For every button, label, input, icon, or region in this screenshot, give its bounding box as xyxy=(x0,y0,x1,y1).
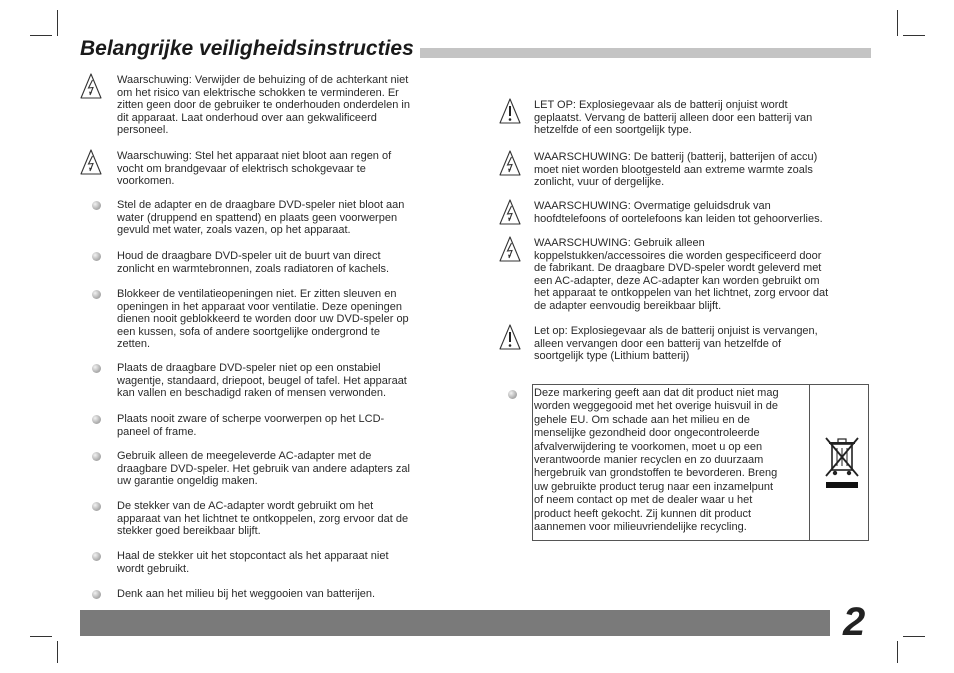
instruction-text xyxy=(117,500,408,538)
instruction-line: WAARSCHUWING: Overmatige geluidsdruk van xyxy=(534,200,771,212)
weee-line: gehele EU. Om schade aan het milieu en de xyxy=(534,413,750,426)
instruction-line: Houd de draagbare DVD-speler uit de buurt van direct xyxy=(117,250,381,262)
weee-line: worden weggegooid met het overige huisvuil in de xyxy=(534,400,778,413)
instruction-line: geplaatst. Vervang de batterij alleen door een batterij van xyxy=(534,111,813,124)
bullet-icon xyxy=(92,201,101,210)
crop-mark xyxy=(897,641,898,663)
instruction-line: stekker goed bereikbaar blijft. xyxy=(117,525,261,538)
instruction-line: Stel de adapter en de draagbare DVD-speler niet bloot aan xyxy=(117,199,405,211)
page-number: 2 xyxy=(843,600,866,644)
weee-divider xyxy=(809,384,810,541)
crop-mark xyxy=(903,636,925,637)
instruction-line: draagbare DVD-speler. Het gebruik van andere adapters zal xyxy=(117,462,410,475)
footer-bar xyxy=(80,610,830,636)
instruction-line: paneel of frame. xyxy=(117,425,197,438)
instruction-line: Gebruik alleen de meegeleverde AC-adapter met de xyxy=(117,450,372,462)
instruction-text xyxy=(117,450,410,488)
caution-exclamation-icon xyxy=(499,98,521,129)
instruction-line: gevuld met water, zoals vazen, op het apparaat. xyxy=(117,224,351,237)
bullet-icon xyxy=(92,415,101,424)
instruction-line: kan vallen en beschadigd raken of mensen verwonden. xyxy=(117,387,387,400)
instruction-line: koppelstukken/accessoires die worden gespecificeerd door xyxy=(534,249,822,262)
page-title: Belangrijke veiligheidsinstructies xyxy=(80,37,420,61)
instruction-line: zonlicht, vuur of dergelijke. xyxy=(534,176,665,189)
crop-mark xyxy=(30,636,52,637)
instruction-line: om het risico van elektrische schokken te verminderen. Er xyxy=(117,86,399,99)
instruction-line: WAARSCHUWING: De batterij (batterij, batterijen of accu) xyxy=(534,151,818,163)
instruction-text xyxy=(534,200,823,225)
instruction-line: voorkomen. xyxy=(117,175,175,188)
instruction-line: De stekker van de AC-adapter wordt gebruikt om het xyxy=(117,500,374,512)
bullet-icon xyxy=(92,364,101,373)
electric-shock-warning-icon xyxy=(80,73,102,104)
crop-mark xyxy=(30,35,52,36)
electric-shock-warning-icon xyxy=(499,199,521,230)
bullet-icon xyxy=(92,502,101,511)
crop-mark xyxy=(903,35,925,36)
instruction-line: water (druppend en spattend) en plaats geen voorwerpen xyxy=(117,211,398,224)
instruction-text xyxy=(534,99,812,137)
instruction-line: zonlicht en warmtebronnen, zoals radiatoren of kachels. xyxy=(117,262,390,275)
instruction-line: dit apparaat. Laat onderhoud over aan gekwalificeerd xyxy=(117,111,377,124)
instruction-text xyxy=(117,588,375,601)
bullet-icon xyxy=(92,252,101,261)
bullet-icon xyxy=(92,452,101,461)
instruction-line: personeel. xyxy=(117,124,169,137)
electric-shock-warning-icon xyxy=(499,236,521,267)
weee-line: Deze markering geeft aan dat dit product niet mag xyxy=(534,387,779,399)
instruction-line: Denk aan het milieu bij het weggooien van batterijen. xyxy=(117,588,376,600)
instruction-line: een kussen, sofa of andere soortgelijke ondergrond te xyxy=(117,325,380,338)
weee-line: product heeft gekocht. Zij kunnen dit product xyxy=(534,507,752,520)
instruction-line: vocht om brandgevaar of elektrisch schokgevaar te xyxy=(117,162,366,175)
instruction-line: Haal de stekker uit het stopcontact als het apparaat niet xyxy=(117,550,389,562)
bullet-icon xyxy=(92,290,101,299)
instruction-text xyxy=(534,151,817,189)
instruction-line: WAARSCHUWING: Gebruik alleen xyxy=(534,237,705,249)
instruction-text xyxy=(117,199,404,237)
instruction-line: Waarschuwing: Verwijder de behuizing of de achterkant niet xyxy=(117,74,409,86)
weee-line: uw gebruikte product terug naar een inzamelpunt xyxy=(534,480,774,493)
electric-shock-warning-icon xyxy=(80,149,102,180)
instruction-line: hoofdtelefoons of oortelefoons kan leiden tot gehoorverlies. xyxy=(534,212,823,225)
crop-mark xyxy=(57,641,58,663)
instruction-line: wagentje, standaard, driepoot, beugel of tafel. Het apparaat xyxy=(117,374,407,387)
crop-mark xyxy=(57,10,58,36)
electric-shock-warning-icon xyxy=(499,150,521,181)
caution-exclamation-icon xyxy=(499,324,521,355)
instruction-text xyxy=(117,413,384,438)
instruction-line: hetzelfde of een soortgelijk type. xyxy=(534,124,692,137)
weee-text xyxy=(534,387,806,534)
instruction-line: Plaats nooit zware of scherpe voorwerpen op het LCD- xyxy=(117,413,385,425)
bullet-icon xyxy=(92,590,101,599)
instruction-line: moet niet worden blootgesteld aan extreme warmte zoals xyxy=(534,163,813,176)
weee-line: of neem contact op met de dealer waar u het xyxy=(534,494,753,507)
weee-line: afvalverwijdering te voorkomen, moet u op een xyxy=(534,440,763,453)
instruction-line: Let op: Explosiegevaar als de batterij onjuist is vervangen, xyxy=(534,325,818,337)
instruction-line: zitten geen door de gebruiker te onderhouden onderdelen in xyxy=(117,99,410,112)
instruction-line: soortgelijk type (Lithium batterij) xyxy=(534,350,690,363)
instruction-line: het apparaat te ontkoppelen van het lichtnet, zorg ervoor dat xyxy=(534,287,829,300)
instruction-line: uw garantie ongeldig maken. xyxy=(117,475,258,488)
instruction-line: dienen nooit geblokkeerd te worden door uw DVD-speler op xyxy=(117,313,409,326)
instruction-text xyxy=(117,288,409,351)
instruction-line: de adapter eenvoudig bereikbaar blijft. xyxy=(534,299,722,312)
weee-line: verantwoorde manier recyclen en zo duurzaam xyxy=(534,454,764,467)
instruction-text xyxy=(534,325,818,363)
instruction-line: apparaat van het lichtnet te ontkoppelen, zorg ervoor dat de xyxy=(117,512,409,525)
crop-mark xyxy=(897,10,898,36)
instruction-line: een AC-adapter, deze AC-adapter kan worden gebruikt om xyxy=(534,274,820,287)
bullet-icon xyxy=(508,390,517,399)
instruction-text xyxy=(117,250,389,275)
instruction-text xyxy=(117,550,389,575)
bullet-icon xyxy=(92,552,101,561)
weee-line: menselijke gezondheid door ongecontroleerde xyxy=(534,427,760,440)
instruction-line: wordt gebruikt. xyxy=(117,562,190,575)
instruction-line: de fabrikant. De draagbare DVD-speler wordt geleverd met xyxy=(534,262,822,275)
instruction-line: openingen in het apparaat voor ventilatie. Deze openingen xyxy=(117,300,402,313)
instruction-text xyxy=(117,150,391,188)
instruction-text xyxy=(534,237,828,313)
instruction-line: Plaats de draagbare DVD-speler niet op een onstabiel xyxy=(117,362,381,374)
instruction-line: Blokkeer de ventilatieopeningen niet. Er zitten sleuven en xyxy=(117,288,397,300)
instruction-line: LET OP: Explosiegevaar als de batterij onjuist wordt xyxy=(534,99,788,111)
weee-line: hergebruik van grondstoffen te bevorderen. Breng xyxy=(534,467,778,480)
weee-line: aannemen voor milieuvriendelijke recycling. xyxy=(534,521,747,534)
crossed-out-wheelie-bin-icon xyxy=(824,436,860,495)
instruction-text xyxy=(117,362,407,400)
instruction-text xyxy=(117,74,410,137)
instruction-line: Waarschuwing: Stel het apparaat niet bloot aan regen of xyxy=(117,150,392,162)
instruction-line: alleen vervangen door een batterij van hetzelfde of xyxy=(534,337,782,350)
instruction-line: zetten. xyxy=(117,338,151,351)
